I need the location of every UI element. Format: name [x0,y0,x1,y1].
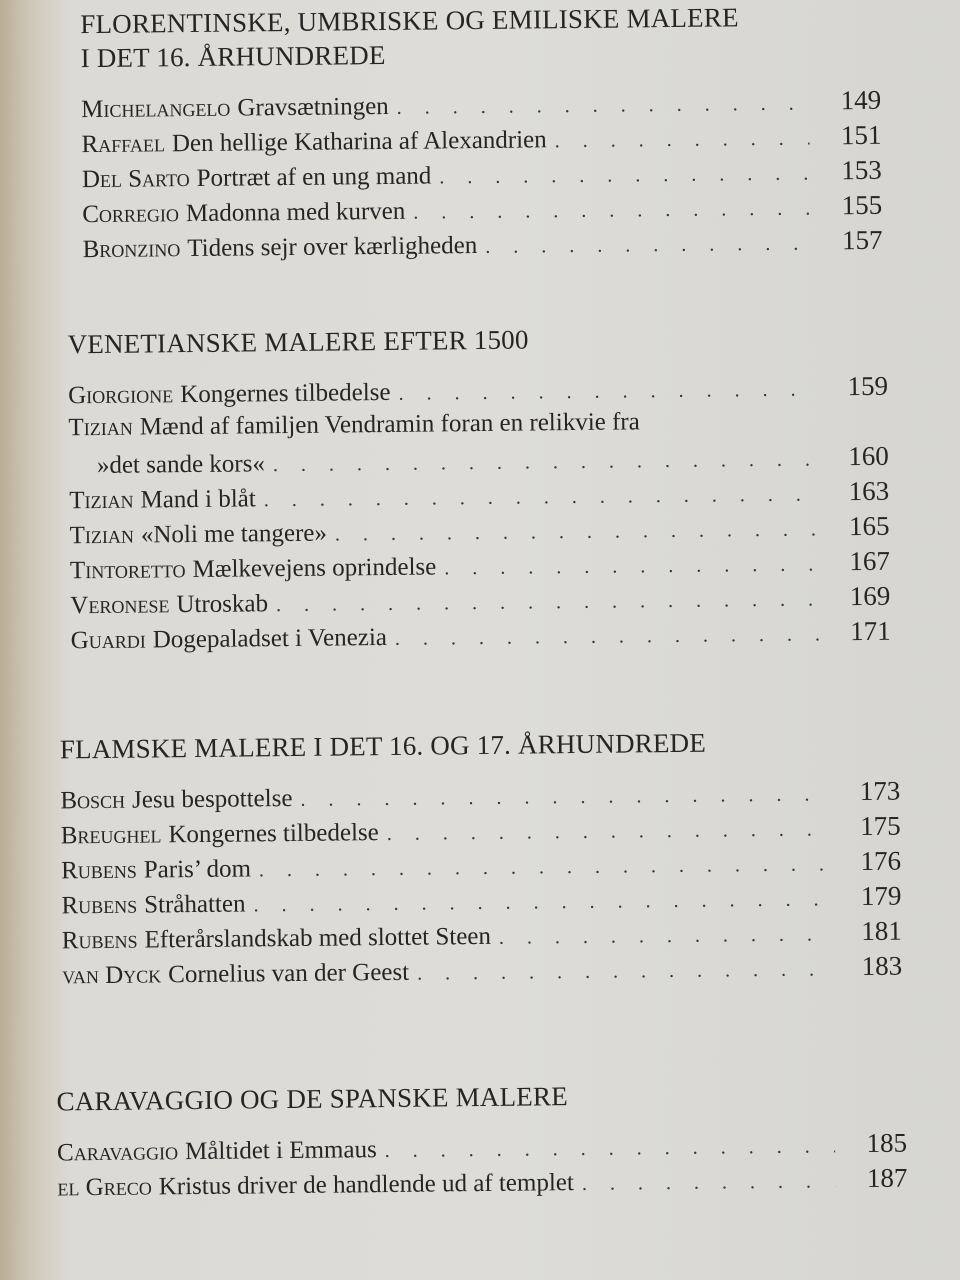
entry-page-number: 149 [840,84,882,116]
entry-title: Mælkevejens oprindelse [192,553,437,584]
entry-title: Mænd af familjen Vendramin foran en relikvie fra [139,408,640,441]
dot-leader [264,483,818,512]
entry-artist: Rubens [61,891,138,920]
entry-artist: van Dyck [62,961,162,990]
dot-leader [417,958,830,985]
entry-title: Kongernes tilbedelse [168,819,379,849]
entry-title: Efterårslandskab med slottet Steen [144,922,492,954]
entry-artist: Veronese [70,591,170,620]
entry-title: Dogepaladset i Venezia [152,623,388,654]
entry-title: Jesu bespottelse [131,784,293,814]
toc-section [56,1076,907,1207]
entry-page-number: 185 [866,1127,908,1158]
entry-artist: Bronzino [82,235,181,264]
entry-artist: Giorgione [68,381,174,410]
entry-title: Måltidet i Emmaus [184,1136,377,1166]
entry-page-number: 173 [859,775,901,807]
entry-artist: Tizian [69,486,134,515]
dot-leader [439,163,810,190]
entry-title: Paris’ dom [143,855,252,884]
dot-leader [276,588,818,617]
entry-title: Den hellige Katharina af Alexandrien [171,126,547,158]
entry-page-number: 187 [866,1162,908,1193]
dot-leader [648,427,817,429]
section-heading-line: CARAVAGGIO OG DE SPANSKE MALERE [56,1081,568,1117]
dot-leader [397,93,810,120]
entry-title: «Noli me tangere» [140,519,328,549]
dot-leader [335,518,818,546]
toc-section [67,319,890,660]
dot-leader [398,378,816,405]
section-heading-line: I DET 16. ÅRHUNDREDE [80,39,386,74]
entry-artist: Corregio [82,200,180,229]
entry-artist: Raffael [81,130,166,159]
dot-leader [300,783,828,812]
entry-page-number: 160 [848,440,889,472]
entry-artist: Tizian [68,413,133,442]
dot-leader [259,853,829,882]
dot-leader [385,1135,836,1163]
entry-title: Portræt af en ung mand [196,162,432,192]
entry-page-number: 163 [848,475,890,507]
toc-entry [71,616,891,660]
entry-title: Mand i blåt [140,485,256,514]
entry-page-number: 167 [849,545,891,577]
entry-page-number: 181 [861,915,902,947]
toc-entry [62,951,902,995]
section-heading-line: FLAMSKE MALERE I DET 16. OG 17. ÅRHUNDREDE [59,727,707,765]
dot-leader [273,448,817,477]
entry-artist: Del Sarto [81,165,190,194]
entry-page-number: 183 [861,950,903,982]
entry-artist: Caravaggio [56,1138,179,1167]
entry-page-number: 171 [849,615,891,647]
entry-page-number [829,427,889,428]
entry-page-number: 165 [848,510,890,542]
dot-leader [582,1170,836,1196]
section-heading-line: VENETIANSKE MALERE EFTER 1500 [67,324,529,360]
entry-title: Stråhatten [144,890,246,919]
entry-page-number: 159 [847,370,889,402]
entry-page-number: 157 [841,224,883,256]
section-heading [56,1076,906,1119]
entry-artist: el Greco [57,1173,152,1202]
entry-artist: Michelangelo [81,94,231,124]
entry-page-number: 155 [841,189,883,221]
entry-artist: Rubens [61,926,138,955]
toc-section [60,724,903,995]
toc-entry [57,1163,907,1207]
entry-title: Utroskab [176,590,269,619]
dot-leader [395,623,819,650]
entry-title: Gravsætningen [237,92,389,122]
dot-leader [485,233,811,259]
section-heading-line: FLORENTINSKE, UMBRISKE OG EMILISKE MALERE [80,2,739,40]
entry-artist: Guardi [70,626,146,655]
entry-artist: Breughel [60,821,162,850]
entry-artist: Tizian [69,521,135,550]
entry-artist: Tintoretto [69,556,186,585]
entry-title: Kongernes tilbedelse [180,378,391,409]
entry-page-number: 176 [860,845,902,877]
section-heading [60,724,900,767]
entry-title: Madonna med kurven [185,197,406,228]
entry-title: Kristus driver de handlende ud af templet [158,1169,575,1201]
dot-leader [253,888,829,917]
entry-page-number: 153 [841,154,882,186]
section-heading [67,319,887,362]
entry-artist: Rubens [60,856,137,885]
toc-section [80,0,883,268]
dot-leader [499,923,830,949]
dot-leader [413,198,810,225]
entry-title: Cornelius van der Geest [168,958,410,989]
entry-title: »det sande kors« [96,450,266,480]
entry-artist: Bosch [60,786,126,815]
toc-entry [82,225,882,268]
section-heading [80,0,881,75]
entry-page-number: 175 [860,810,901,842]
dot-leader [387,818,829,846]
entry-title: Tidens sejr over kærligheden [187,232,478,263]
entry-page-number: 151 [840,119,882,151]
entry-page-number: 179 [860,880,902,912]
dot-leader [555,128,810,154]
dot-leader [444,553,818,580]
entry-page-number: 169 [849,580,891,612]
